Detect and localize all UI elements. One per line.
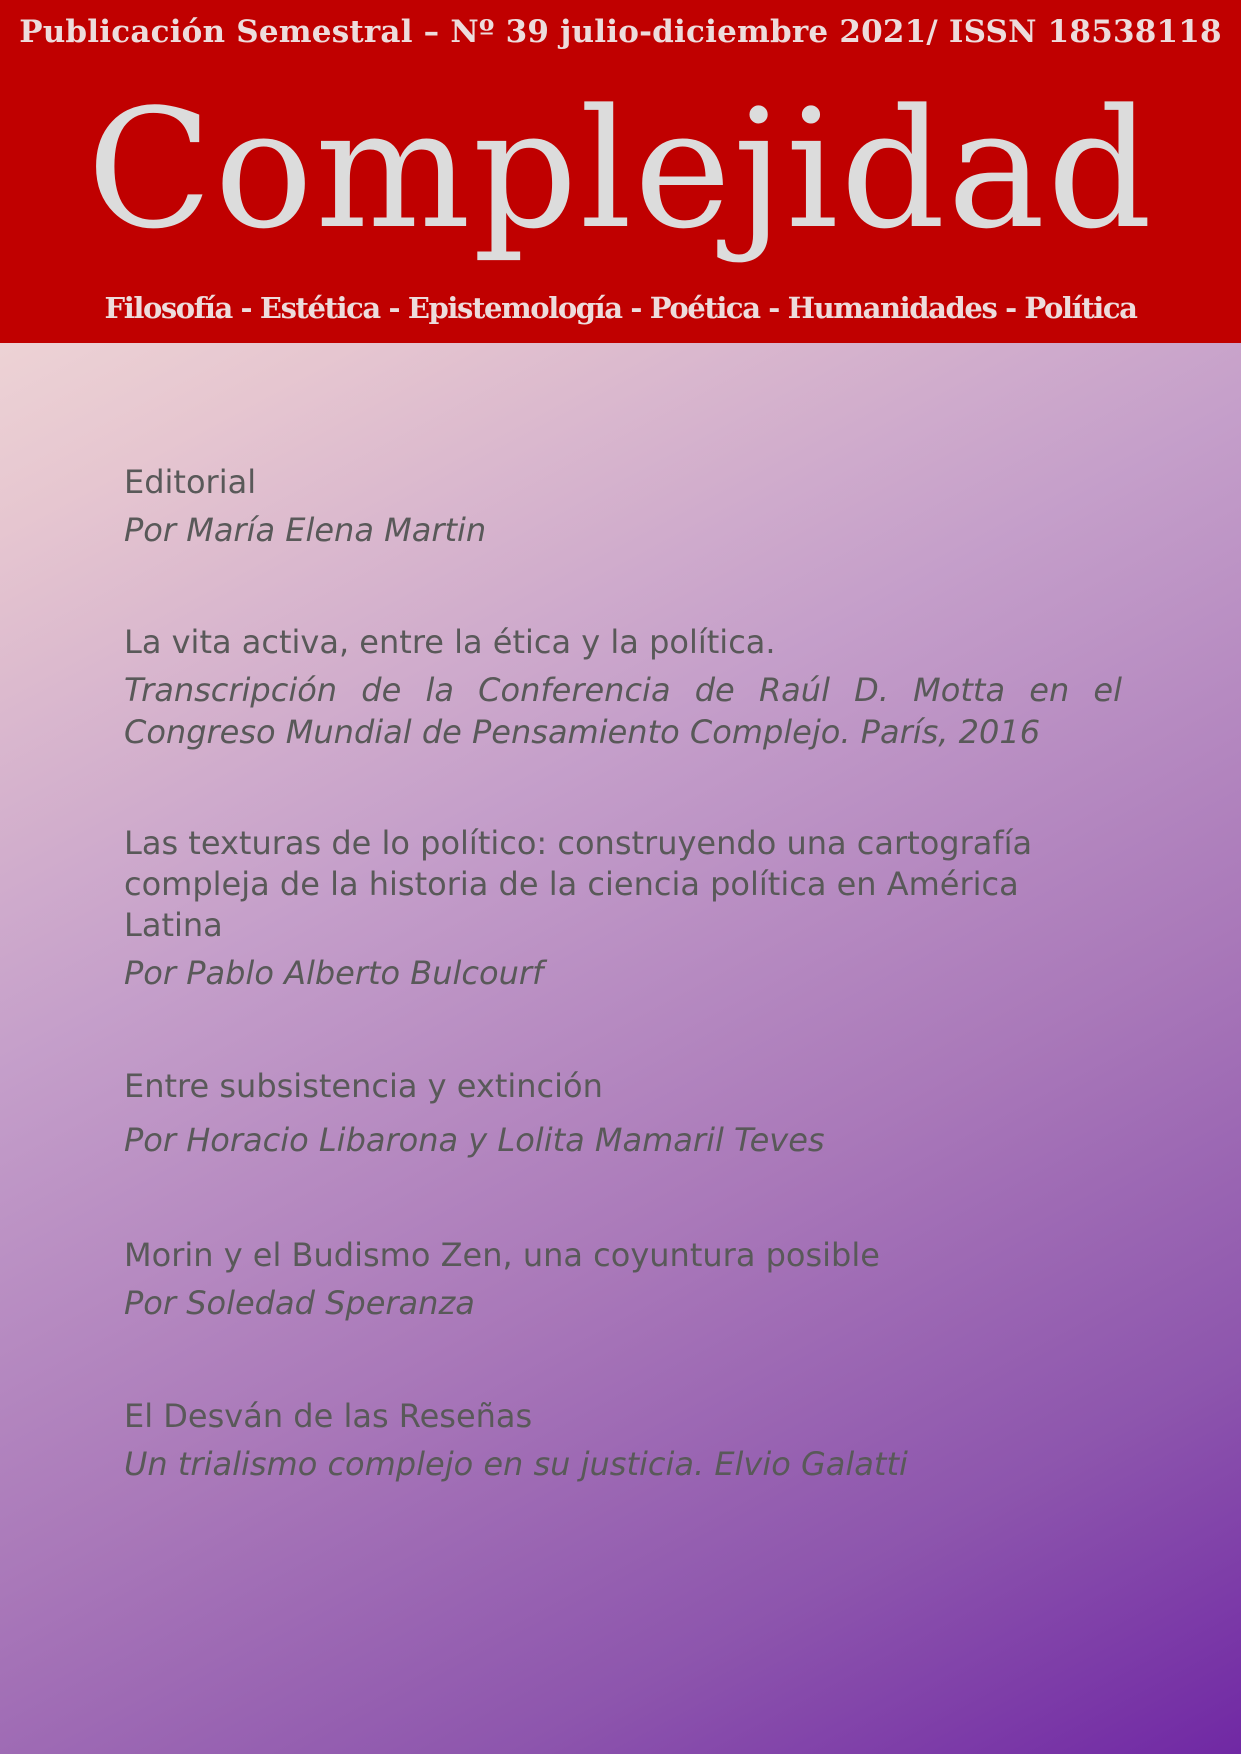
entry-title: Entre subsistencia y extinción (124, 1067, 603, 1105)
entry-title: Editorial (124, 463, 257, 501)
entry-byline: Un trialismo complejo en su justicia. Elvio Galatti (124, 1445, 908, 1483)
toc-entry-vita-activa (124, 622, 1122, 753)
toc-entry-texturas (124, 823, 1122, 994)
entry-byline: Por María Elena Martin (124, 511, 487, 549)
toc-entry-desvan (124, 1396, 1122, 1485)
entry-byline: Por Horacio Libarona y Lolita Mamaril Teves (124, 1121, 825, 1159)
entry-byline: Por Soledad Speranza (124, 1284, 475, 1322)
toc-entry-subsistencia (124, 1066, 1122, 1161)
entry-title: Morin y el Budismo Zen, una coyuntura posible (124, 1236, 880, 1274)
journal-title: Complejidad (86, 74, 1155, 265)
subject-list: Filosofía - Estética - Epistemología - Poética - Humanidades - Política (104, 291, 1137, 325)
toc-entry-morin-zen (124, 1235, 1122, 1324)
toc-entry-editorial (124, 462, 1122, 551)
entry-title: La vita activa, entre la ética y la política. (124, 623, 776, 661)
entry-byline: Por Pablo Alberto Bulcourf (124, 954, 544, 992)
entry-title: Las texturas de lo político: construyendo una cartografía compleja de la historia de la ciencia política en América Latina (124, 824, 1033, 944)
entry-title: El Desván de las Reseñas (124, 1397, 533, 1435)
issue-line: Publicación Semestral – Nº 39 julio-diciembre 2021/ ISSN 18538118 (19, 14, 1222, 50)
masthead-banner (0, 0, 1241, 343)
entry-byline: Transcripción de la Conferencia de Raúl D. Motta en el Congreso Mundial de Pensamiento Complejo. París, 2016 (124, 671, 1122, 751)
